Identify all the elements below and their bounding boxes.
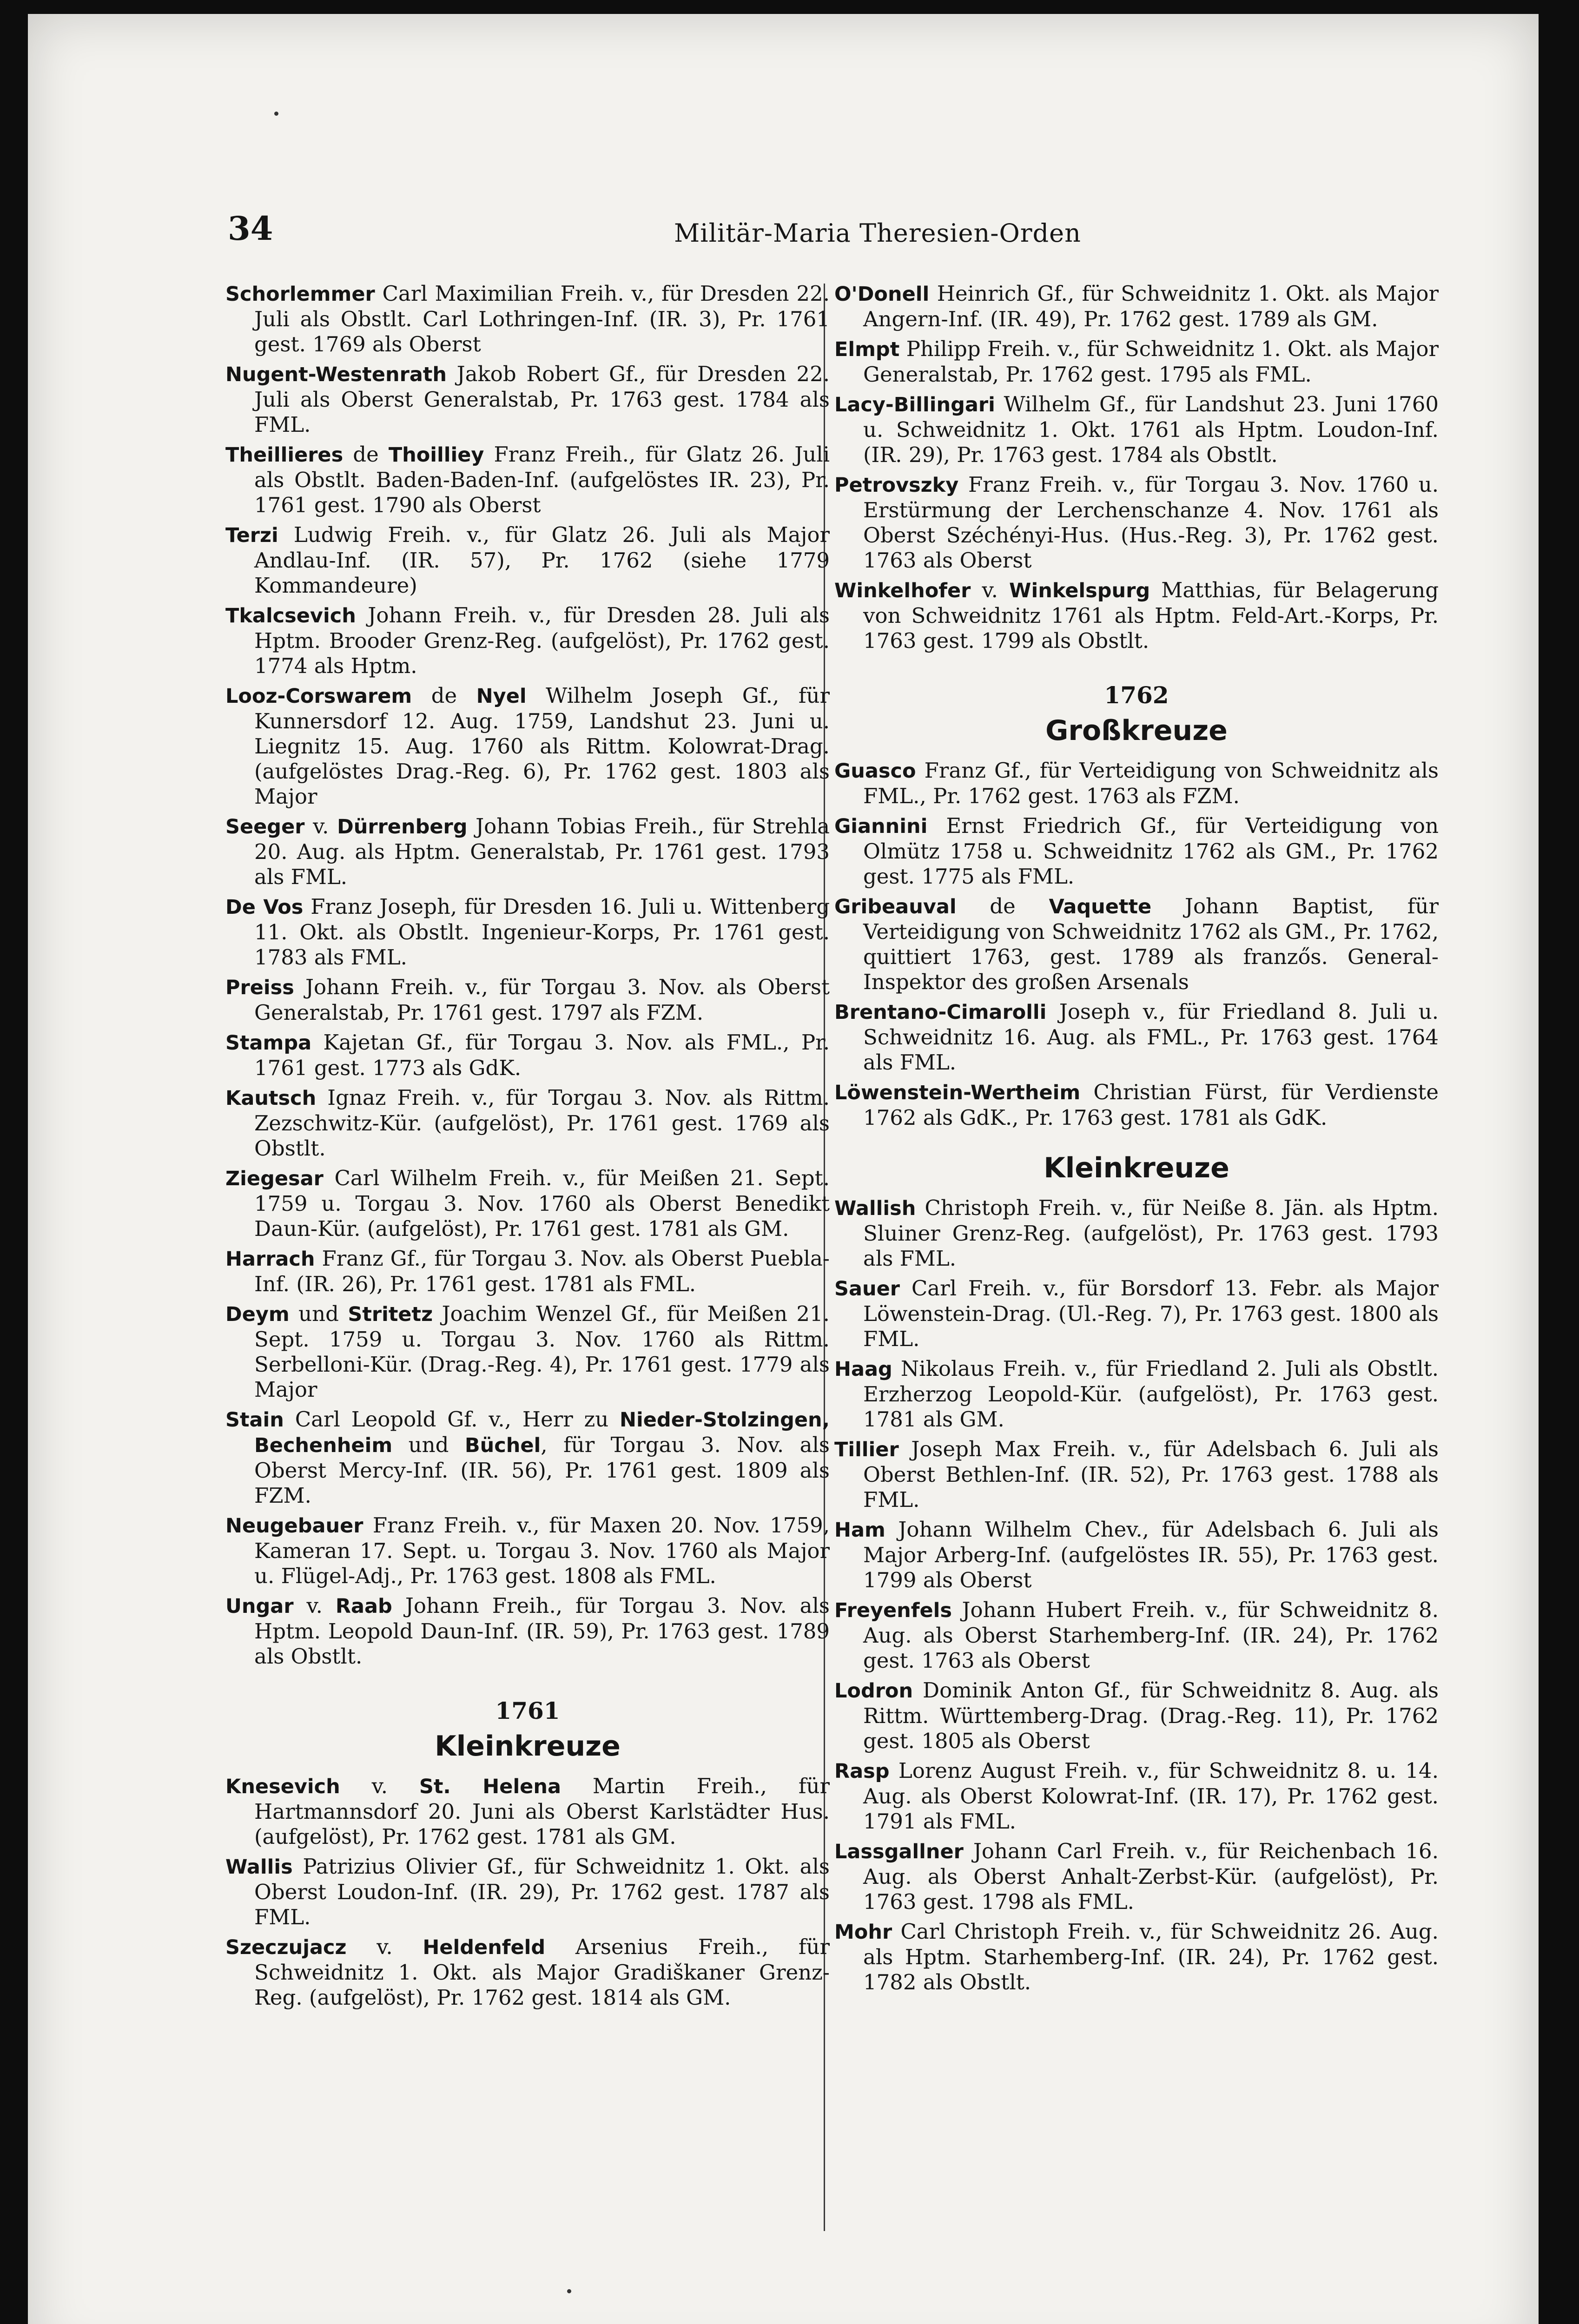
entry-text: Franz Freih., für Glatz 26. Juli als Obstlt. Baden-Baden-Inf. (aufgelöstes IR. 23), Pr. 1761 gest. 1790 als Oberst	[254, 442, 830, 517]
section-heading-grosskreuze: Großkreuze	[1045, 714, 1228, 747]
register-entry	[225, 894, 830, 970]
register-entry	[225, 603, 830, 679]
entry-name: Ziegesar	[225, 1167, 324, 1190]
register-entry	[834, 1758, 1439, 1834]
register-entry	[225, 814, 830, 890]
entry-text: de	[343, 442, 389, 467]
entry-name: Ungar	[225, 1595, 294, 1618]
register-entry	[225, 1166, 830, 1241]
register-entry	[834, 999, 1439, 1075]
year-heading-1761: 1761	[495, 1697, 560, 1724]
entry-text: Arsenius Freih., für Schweidnitz 1. Okt. als Major Gradiškaner Grenz-Reg. (aufgelöst), Pr. 1762 gest. 1814 als GM.	[254, 1934, 830, 2010]
entry-text: Carl Maximilian Freih. v., für Dresden 22. Juli als Obstlt. Carl Lothringen-Inf. (IR. 3), Pr. 1761 gest. 1769 als Oberst	[254, 281, 830, 357]
entry-name: Löwenstein-Wertheim	[834, 1081, 1081, 1104]
entry-name: Ham	[834, 1519, 885, 1542]
entry-text: Jakob Robert Gf., für Dresden 22. Juli als Oberst Generalstab, Pr. 1763 gest. 1784 als FML.	[254, 362, 830, 437]
running-title: Militär-Maria Theresien-Orden	[674, 218, 1081, 248]
register-entry	[225, 1030, 830, 1081]
entry-text: v.	[304, 814, 337, 838]
entry-text: Kajetan Gf., für Torgau 3. Nov. als FML., Pr. 1761 gest. 1773 als GdK.	[254, 1030, 830, 1080]
register-entry	[225, 1085, 830, 1161]
entry-name: Nugent-Westenrath	[225, 363, 447, 386]
entry-text: Carl Leopold Gf. v., Herr zu	[284, 1407, 620, 1432]
entry-text: und	[392, 1433, 465, 1457]
entry-text: Franz Joseph, für Dresden 16. Juli u. Wittenberg 11. Okt. als Obstlt. Ingenieur-Korps, Pr. 1761 gest. 1783 als FML.	[254, 894, 830, 970]
register-entry	[225, 1774, 830, 1849]
register-entry	[834, 758, 1439, 809]
entry-name: Thoilliey	[388, 443, 484, 467]
register-entry	[225, 362, 830, 437]
entry-name: Lacy-Billingari	[834, 393, 995, 416]
entry-name: Rasp	[834, 1760, 890, 1783]
entry-text: de	[412, 683, 476, 708]
register-entry	[225, 442, 830, 518]
entry-name: Wallish	[834, 1197, 916, 1220]
entry-name: Seeger	[225, 815, 305, 838]
entry-text: Johann Carl Freih. v., für Reichenbach 16. Aug. als Oberst Anhalt-Zerbst-Kür. (aufgelöst), Pr. 1763 gest. 1798 als FML.	[863, 1839, 1439, 1914]
entry-name: Freyenfels	[834, 1599, 952, 1622]
register-entry	[225, 281, 830, 357]
entry-name: Lassgallner	[834, 1840, 964, 1863]
entry-name: Stain	[225, 1408, 284, 1432]
entry-name: Büchel	[464, 1434, 541, 1457]
entry-text: v.	[346, 1934, 423, 1959]
entry-name: Gribeauval	[834, 895, 957, 918]
entry-text: Johann Freih. v., für Torgau 3. Nov. als Oberst Generalstab, Pr. 1761 gest. 1797 als FZM.	[254, 975, 830, 1025]
register-entry	[225, 1934, 830, 2010]
entry-text: Philipp Freih. v., für Schweidnitz 1. Okt. als Major Generalstab, Pr. 1762 gest. 1795 als FML.	[863, 337, 1439, 387]
entry-text: Patrizius Olivier Gf., für Schweidnitz 1. Okt. als Oberst Loudon-Inf. (IR. 29), Pr. 1762 gest. 1787 als FML.	[254, 1854, 830, 1929]
entry-text: Joseph Max Freih. v., für Adelsbach 6. Juli als Oberst Bethlen-Inf. (IR. 52), Pr. 1763 gest. 1788 als FML.	[863, 1437, 1439, 1512]
register-entry	[834, 1919, 1439, 1995]
right-column	[834, 281, 1439, 2261]
entry-name: Petrovszky	[834, 474, 959, 497]
book-page	[28, 14, 1539, 2324]
entry-text: Martin Freih., für Hartmannsdorf 20. Juni als Oberst Karlstädter Hus. (aufgelöst), Pr. 1762 gest. 1781 als GM.	[254, 1774, 830, 1849]
register-entry	[834, 1598, 1439, 1673]
entry-name: Guasco	[834, 759, 916, 783]
entry-text: Johann Freih., für Torgau 3. Nov. als Hptm. Leopold Daun-Inf. (IR. 59), Pr. 1763 gest. 1789 als Obstlt.	[254, 1593, 830, 1669]
entry-name: Haag	[834, 1358, 892, 1381]
entry-name: Winkelspurg	[1009, 579, 1150, 602]
entry-name: Knesevich	[225, 1775, 340, 1798]
entry-text: Dominik Anton Gf., für Schweidnitz 8. Aug. als Rittm. Württemberg-Drag. (Drag.-Reg. 11), Pr. 1762 gest. 1805 als Oberst	[863, 1678, 1439, 1753]
entry-text: Lorenz August Freih. v., für Schweidnitz 8. u. 14. Aug. als Oberst Kolowrat-Inf. (IR. 17), Pr. 1762 gest. 1791 als FML.	[863, 1758, 1439, 1834]
entry-name: Raab	[335, 1595, 392, 1618]
entry-text: Heinrich Gf., für Schweidnitz 1. Okt. als Major Angern-Inf. (IR. 49), Pr. 1762 gest. 1789 als GM.	[863, 281, 1439, 331]
entry-text: Johann Baptist, für Verteidigung von Schweidnitz 1762 als GM., Pr. 1762, quittiert 1763, gest. 1789 als franzős. General-Inspektor des großen Arsenals	[863, 894, 1439, 994]
entry-text: Johann Hubert Freih. v., für Schweidnitz 8. Aug. als Oberst Starhemberg-Inf. (IR. 24), Pr. 1762 gest. 1763 als Oberst	[863, 1598, 1439, 1673]
entry-name: Kautsch	[225, 1087, 317, 1110]
entry-name: Neugebauer	[225, 1514, 363, 1538]
entry-name: Winkelhofer	[834, 579, 971, 602]
entry-text: Ernst Friedrich Gf., für Verteidigung von Olmütz 1758 u. Schweidnitz 1762 als GM., Pr. 1762 gest. 1775 als FML.	[863, 813, 1439, 889]
register-entry	[834, 1356, 1439, 1432]
register-entry	[834, 337, 1439, 387]
entry-text: Franz Freih. v., für Maxen 20. Nov. 1759, Kameran 17. Sept. u. Torgau 3. Nov. 1760 als Major u. Flügel-Adj., Pr. 1763 gest. 1808 als FML.	[254, 1513, 830, 1588]
entry-name: Wallis	[225, 1855, 293, 1879]
entry-name: Brentano-Cimarolli	[834, 1001, 1047, 1024]
entry-name: Preiss	[225, 976, 294, 999]
entry-text: Franz Gf., für Verteidigung von Schweidnitz als FML., Pr. 1762 gest. 1763 als FZM.	[863, 758, 1439, 808]
register-entry	[834, 1080, 1439, 1130]
entry-text: de	[956, 894, 1049, 918]
entry-text: Johann Wilhelm Chev., für Adelsbach 6. Juli als Major Arberg-Inf. (aufgelöstes IR. 55), Pr. 1763 gest. 1799 als Oberst	[863, 1517, 1439, 1592]
entry-name: Terzi	[225, 524, 278, 547]
entry-text: Christian Fürst, für Verdienste 1762 als GdK., Pr. 1763 gest. 1781 als GdK.	[863, 1080, 1439, 1130]
entry-text: Johann Tobias Freih., für Strehla 20. Aug. als Hptm. Generalstab, Pr. 1761 gest. 1793 als FML.	[254, 814, 830, 889]
register-entry	[834, 1276, 1439, 1352]
entry-name: Schorlemmer	[225, 283, 375, 306]
entry-list-left-b	[225, 1774, 830, 2010]
register-entry	[225, 1246, 830, 1297]
entry-text: , für Torgau 3. Nov. als Oberst Mercy-Inf. (IR. 56), Pr. 1761 gest. 1809 als FZM.	[254, 1433, 830, 1508]
ink-speck	[274, 112, 278, 116]
entry-name: Stritetz	[348, 1303, 433, 1326]
entry-text: Joseph v., für Friedland 8. Juli u. Schweidnitz 16. Aug. als FML., Pr. 1763 gest. 1764 als FML.	[863, 999, 1439, 1075]
entry-text: Franz Gf., für Torgau 3. Nov. als Oberst Puebla-Inf. (IR. 26), Pr. 1761 gest. 1781 als FML.	[254, 1246, 830, 1296]
entry-name: O'Donell	[834, 283, 930, 306]
entry-name: Harrach	[225, 1248, 315, 1271]
left-column	[225, 281, 830, 2261]
section-heading-kleinkreuze-1762: Kleinkreuze	[1044, 1152, 1229, 1184]
entry-text: Carl Christoph Freih. v., für Schweidnitz 26. Aug. als Hptm. Starhemberg-Inf. (IR. 24), Pr. 1762 gest. 1782 als Obstlt.	[863, 1919, 1439, 1994]
entry-text: Wilhelm Joseph Gf., für Kunnersdorf 12. Aug. 1759, Landshut 23. Juni u. Liegnitz 15. Aug. 1760 als Rittm. Kolowrat-Drag. (aufgelöstes Drag.-Reg. 6), Pr. 1762 gest. 1803 als Major	[254, 683, 830, 809]
entry-name: Vaquette	[1049, 895, 1152, 918]
register-entry	[834, 1517, 1439, 1593]
register-entry	[225, 1407, 830, 1508]
register-entry	[225, 1854, 830, 1930]
entry-text: Joachim Wenzel Gf., für Meißen 21. Sept. 1759 u. Torgau 3. Nov. 1760 als Rittm. Serbelloni-Kür. (Drag.-Reg. 4), Pr. 1761 gest. 1779 als Major	[254, 1301, 830, 1402]
register-entry	[834, 281, 1439, 332]
entry-text: Ignaz Freih. v., für Torgau 3. Nov. als Rittm. Zezschwitz-Kür. (aufgelöst), Pr. 1761 gest. 1769 als Obstlt.	[254, 1085, 830, 1161]
register-entry	[225, 522, 830, 598]
page-number: 34	[228, 209, 273, 248]
entry-name: Lodron	[834, 1679, 913, 1703]
register-entry	[225, 1513, 830, 1589]
entry-text: Christoph Freih. v., für Neiße 8. Jän. als Hptm. Sluiner Grenz-Reg. (aufgelöst), Pr. 1763 gest. 1793 als FML.	[863, 1195, 1439, 1271]
entry-name: Giannini	[834, 815, 928, 838]
register-entry	[834, 1678, 1439, 1754]
entry-name: Mohr	[834, 1921, 892, 1944]
register-entry	[225, 1301, 830, 1402]
section-heading-kleinkreuze-1761: Kleinkreuze	[435, 1730, 621, 1763]
entry-list-right-c	[834, 1195, 1439, 1995]
entry-text: Matthias, für Belagerung von Schweidnitz 1761 als Hptm. Feld-Art.-Korps, Pr. 1763 gest. 1799 als Obstlt.	[863, 578, 1439, 653]
entry-text: v.	[971, 578, 1010, 602]
register-entry	[834, 1195, 1439, 1271]
entry-list-right-a	[834, 281, 1439, 654]
entry-text: Franz Freih. v., für Torgau 3. Nov. 1760 u. Erstürmung der Lerchenschanze 4. Nov. 1761 als Oberst Széchényi-Hus. (Hus.-Reg. 3), Pr. 1762 gest. 1763 als Oberst	[863, 472, 1439, 573]
entry-name: Theillieres	[225, 443, 344, 467]
register-entry	[225, 1593, 830, 1669]
entry-text: Ludwig Freih. v., für Glatz 26. Juli als Major Andlau-Inf. (IR. 57), Pr. 1762 (siehe 1779 Kommandeure)	[254, 522, 830, 598]
ink-speck	[567, 2289, 571, 2293]
entry-text: Carl Wilhelm Freih. v., für Meißen 21. Sept. 1759 u. Torgau 3. Nov. 1760 als Oberst Benedikt Daun-Kür. (aufgelöst), Pr. 1761 gest. 1781 als GM.	[254, 1166, 830, 1241]
entry-text: Carl Freih. v., für Borsdorf 13. Febr. als Major Löwenstein-Drag. (Ul.-Reg. 7), Pr. 1763 gest. 1800 als FML.	[863, 1276, 1439, 1351]
year-heading-1762: 1762	[1104, 681, 1169, 709]
entry-name: Elmpt	[834, 338, 900, 361]
entry-text: Johann Freih. v., für Dresden 28. Juli als Hptm. Brooder Grenz-Reg. (aufgelöst), Pr. 1762 gest. 1774 als Hptm.	[254, 603, 830, 678]
register-entry	[834, 894, 1439, 995]
entry-name: Szeczujacz	[225, 1936, 347, 1959]
entry-name: Dürrenberg	[337, 815, 468, 838]
entry-name: Deym	[225, 1303, 290, 1326]
entry-name: De Vos	[225, 896, 304, 919]
entry-name: Stampa	[225, 1031, 312, 1055]
entry-name: St. Helena	[419, 1775, 561, 1798]
entry-text: Wilhelm Gf., für Landshut 23. Juni 1760 u. Schweidnitz 1. Okt. 1761 als Hptm. Loudon-Inf. (IR. 29), Pr. 1763 gest. 1784 als Obstlt.	[863, 392, 1439, 467]
register-entry	[834, 472, 1439, 573]
entry-name: Looz-Corswarem	[225, 685, 412, 708]
entry-name: Nieder-Stolzingen, Bechenheim	[254, 1408, 830, 1457]
entry-list-left-a	[225, 281, 830, 1669]
register-entry	[834, 1839, 1439, 1915]
register-entry	[834, 392, 1439, 468]
register-entry	[225, 683, 830, 809]
entry-name: Heldenfeld	[423, 1936, 546, 1959]
entry-text: Nikolaus Freih. v., für Friedland 2. Juli als Obstlt. Erzherzog Leopold-Kür. (aufgelöst), Pr. 1763 gest. 1781 als GM.	[863, 1356, 1439, 1432]
register-entry	[834, 1437, 1439, 1512]
entry-text: v.	[293, 1593, 336, 1618]
entry-name: Tkalcsevich	[225, 604, 356, 627]
entry-name: Nyel	[476, 685, 527, 708]
entry-name: Tillier	[834, 1438, 899, 1461]
register-entry	[225, 975, 830, 1025]
register-entry	[834, 578, 1439, 654]
entry-list-right-b	[834, 758, 1439, 1130]
entry-name: Sauer	[834, 1277, 900, 1301]
entry-text: v.	[340, 1774, 419, 1798]
register-entry	[834, 813, 1439, 889]
entry-text: und	[289, 1301, 348, 1326]
